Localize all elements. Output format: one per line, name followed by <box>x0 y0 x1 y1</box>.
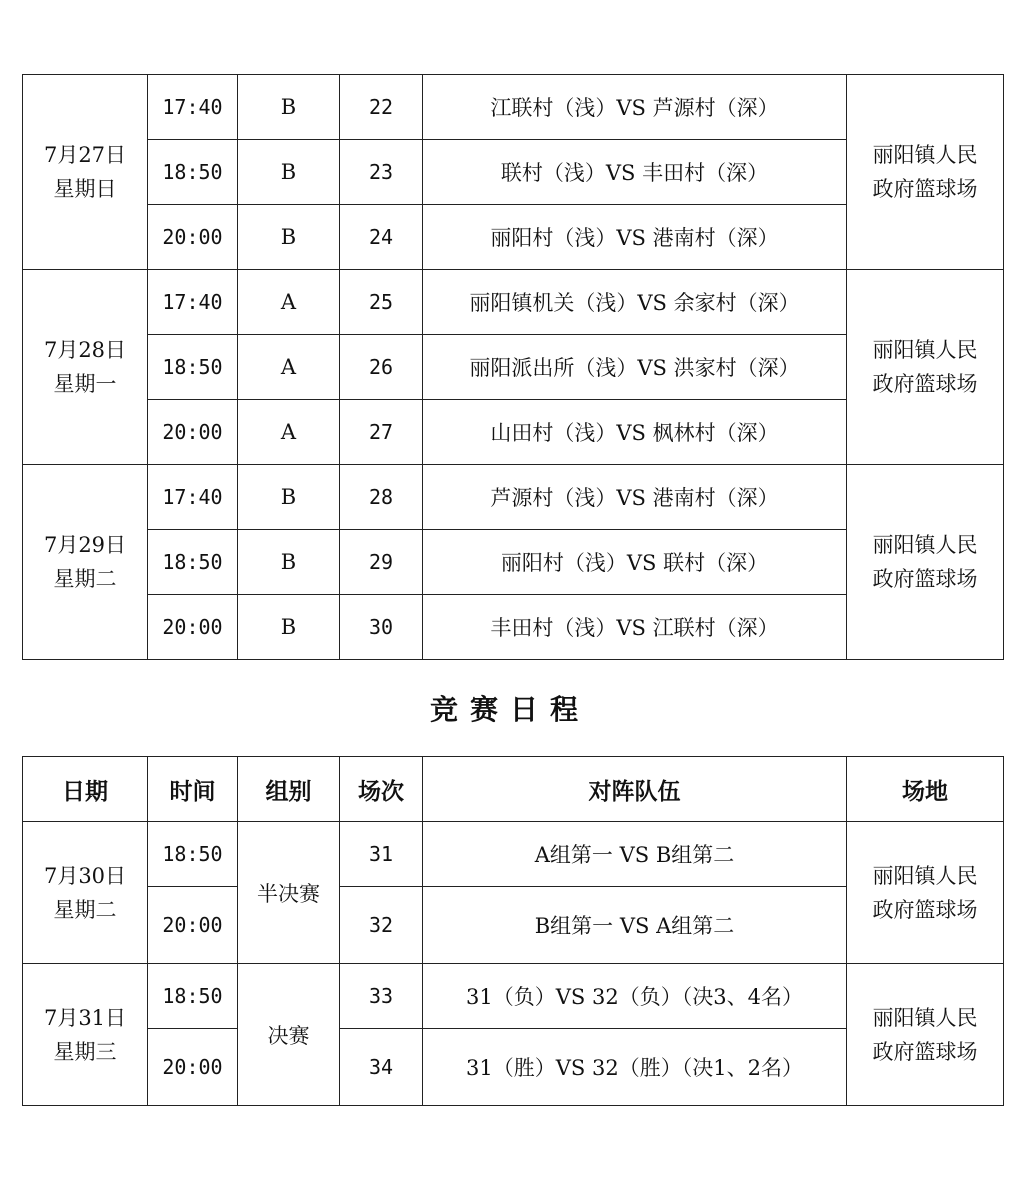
teams-cell: 丰田村（浅）VS 江联村（深） <box>423 595 847 660</box>
group-cell: B <box>238 465 340 530</box>
teams-cell: 31（负）VS 32（负）（决3、4名） <box>423 964 847 1029</box>
group-cell: B <box>238 530 340 595</box>
group-cell: B <box>238 75 340 140</box>
match-number-cell: 31 <box>340 822 423 887</box>
time-cell: 20:00 <box>148 595 238 660</box>
venue-line: 政府篮球场 <box>872 897 978 922</box>
match-number-cell: 33 <box>340 964 423 1029</box>
teams-cell: 江联村（浅）VS 芦源村（深） <box>423 75 847 140</box>
teams-cell: 31（胜）VS 32（胜）（决1、2名） <box>423 1029 847 1106</box>
venue-line: 政府篮球场 <box>872 1039 978 1064</box>
round-cell: 决赛 <box>238 964 340 1106</box>
date-cell <box>23 270 148 465</box>
match-number-cell: 27 <box>340 400 423 465</box>
date-cell <box>23 465 148 660</box>
venue-cell <box>847 964 1004 1106</box>
teams-cell: B组第一 VS A组第二 <box>423 887 847 964</box>
time-cell: 18:50 <box>148 964 238 1029</box>
venue-cell <box>847 75 1004 270</box>
time-cell: 18:50 <box>148 822 238 887</box>
group-cell: A <box>238 335 340 400</box>
group-stage-table <box>22 74 1004 660</box>
group-cell: B <box>238 205 340 270</box>
table-row <box>23 822 1004 887</box>
table-row <box>23 465 1004 530</box>
header-group: 组别 <box>238 757 340 822</box>
match-number-cell: 29 <box>340 530 423 595</box>
weekday: 星期一 <box>53 372 117 396</box>
match-number-cell: 28 <box>340 465 423 530</box>
section-title: 竞赛日程 <box>429 693 590 726</box>
time-cell: 18:50 <box>148 140 238 205</box>
match-number-cell: 32 <box>340 887 423 964</box>
time-cell: 20:00 <box>148 887 238 964</box>
match-number-cell: 26 <box>340 335 423 400</box>
teams-cell: 丽阳村（浅）VS 港南村（深） <box>423 205 847 270</box>
venue-line: 丽阳镇人民 <box>872 863 978 888</box>
venue-line: 政府篮球场 <box>872 567 978 591</box>
header-teams: 对阵队伍 <box>423 757 847 822</box>
header-time: 时间 <box>148 757 238 822</box>
match-number-cell: 22 <box>340 75 423 140</box>
knockout-table <box>22 756 1004 1106</box>
venue-cell <box>847 270 1004 465</box>
weekday: 星期二 <box>53 897 117 922</box>
weekday: 星期三 <box>53 1039 117 1064</box>
teams-cell: 丽阳镇机关（浅）VS 余家村（深） <box>423 270 847 335</box>
match-number-cell: 25 <box>340 270 423 335</box>
header-date: 日期 <box>23 757 148 822</box>
teams-cell: 山田村（浅）VS 枫林村（深） <box>423 400 847 465</box>
table-row <box>23 75 1004 140</box>
teams-cell: 丽阳派出所（浅）VS 洪家村（深） <box>423 335 847 400</box>
time-cell: 20:00 <box>148 1029 238 1106</box>
time-cell: 17:40 <box>148 270 238 335</box>
date: 7月27日 <box>43 143 127 167</box>
venue-line: 政府篮球场 <box>872 372 978 396</box>
header-venue: 场地 <box>847 757 1004 822</box>
match-number-cell: 34 <box>340 1029 423 1106</box>
date-cell <box>23 75 148 270</box>
time-cell: 18:50 <box>148 530 238 595</box>
date: 7月28日 <box>43 338 127 362</box>
match-number-cell: 24 <box>340 205 423 270</box>
date: 7月31日 <box>43 1005 127 1030</box>
group-cell: A <box>238 400 340 465</box>
venue-line: 丽阳镇人民 <box>872 1005 978 1030</box>
venue-line: 政府篮球场 <box>872 177 978 201</box>
venue-cell <box>847 465 1004 660</box>
header-row <box>23 757 1004 822</box>
match-number-cell: 23 <box>340 140 423 205</box>
teams-cell: A组第一 VS B组第二 <box>423 822 847 887</box>
date: 7月30日 <box>43 863 127 888</box>
time-cell: 20:00 <box>148 400 238 465</box>
match-number-cell: 30 <box>340 595 423 660</box>
venue-line: 丽阳镇人民 <box>872 338 978 362</box>
time-cell: 17:40 <box>148 465 238 530</box>
teams-cell: 芦源村（浅）VS 港南村（深） <box>423 465 847 530</box>
table-row <box>23 270 1004 335</box>
time-cell: 18:50 <box>148 335 238 400</box>
weekday: 星期二 <box>53 567 117 591</box>
date-cell <box>23 822 148 964</box>
teams-cell: 丽阳村（浅）VS 联村（深） <box>423 530 847 595</box>
round-cell: 半决赛 <box>238 822 340 964</box>
time-cell: 17:40 <box>148 75 238 140</box>
group-cell: B <box>238 140 340 205</box>
table-row <box>23 964 1004 1029</box>
date: 7月29日 <box>43 533 127 557</box>
time-cell: 20:00 <box>148 205 238 270</box>
date-cell <box>23 964 148 1106</box>
venue-line: 丽阳镇人民 <box>872 533 978 557</box>
venue-line: 丽阳镇人民 <box>872 143 978 167</box>
venue-cell <box>847 822 1004 964</box>
weekday: 星期日 <box>53 177 117 201</box>
teams-cell: 联村（浅）VS 丰田村（深） <box>423 140 847 205</box>
group-cell: B <box>238 595 340 660</box>
header-number: 场次 <box>340 757 423 822</box>
group-cell: A <box>238 270 340 335</box>
